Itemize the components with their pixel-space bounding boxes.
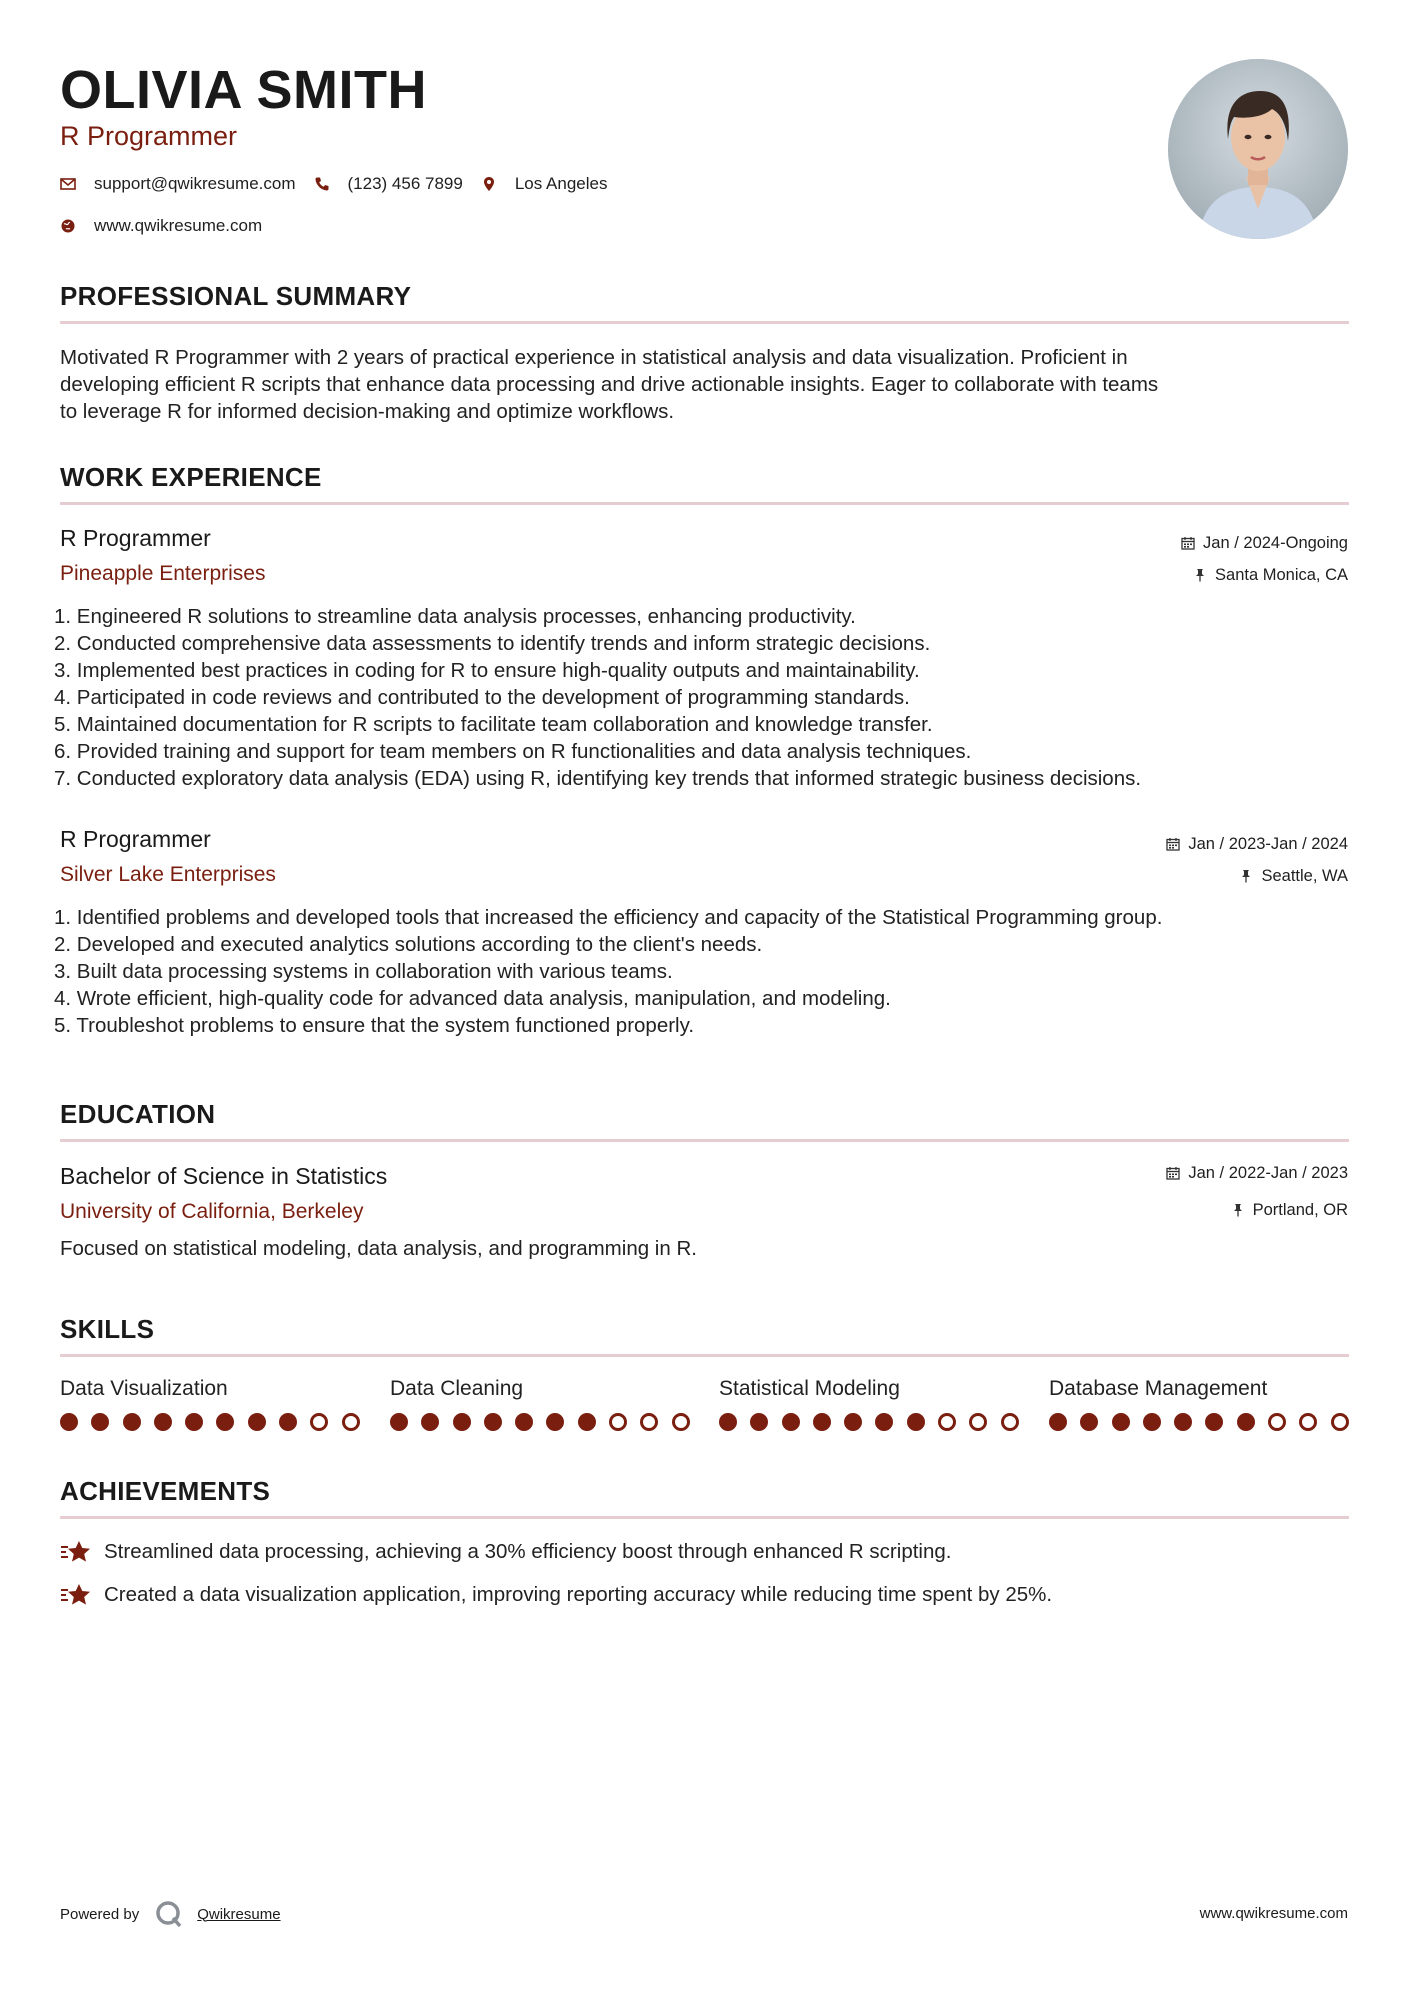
rating-dot-filled: [421, 1413, 439, 1431]
list-item: 2. Conducted comprehensive data assessments to identify trends and inform strategic decisions.: [54, 632, 931, 655]
company-name: Pineapple Enterprises: [60, 562, 266, 585]
pushpin-icon: [1193, 568, 1207, 582]
summary-line: Motivated R Programmer with 2 years of practical experience in statistical analysis and data visualization. Proficient in: [60, 346, 1128, 369]
rating-dot-empty: [1001, 1413, 1019, 1431]
footer-branding: [60, 1900, 281, 1928]
job-bullets: [54, 904, 1364, 1039]
skill-name: Database Management: [1049, 1377, 1268, 1400]
rating-dot-filled: [1049, 1413, 1067, 1431]
rating-dot-empty: [969, 1413, 987, 1431]
education-location: [1231, 1200, 1348, 1220]
summary-line: developing efficient R scripts that enhance data processing and drive actionable insights. Eager to collaborate with teams: [60, 373, 1159, 396]
rating-dot-filled: [1112, 1413, 1130, 1431]
rating-dot-empty: [310, 1413, 328, 1431]
email-icon: [60, 176, 76, 192]
rating-dot-empty: [640, 1413, 658, 1431]
skills-heading: SKILLS: [60, 1314, 155, 1344]
rating-dot-filled: [1205, 1413, 1223, 1431]
summary-divider: [60, 321, 1349, 324]
achievement-item: [60, 1581, 1052, 1609]
rating-dot-empty: [342, 1413, 360, 1431]
rating-dot-empty: [1299, 1413, 1317, 1431]
pushpin-icon: [1231, 1203, 1245, 1217]
location-pin-icon: [481, 176, 497, 192]
calendar-icon: [1181, 536, 1195, 550]
contact-row: [60, 174, 607, 194]
rating-dot-filled: [123, 1413, 141, 1431]
job-location-text: Seattle, WA: [1261, 867, 1348, 885]
qwikresume-link[interactable]: Qwikresume: [197, 1905, 281, 1923]
profile-photo: [1168, 59, 1348, 239]
candidate-name: OLIVIA SMITH: [60, 60, 427, 120]
degree-title: Bachelor of Science in Statistics: [60, 1163, 388, 1189]
rating-dot-empty: [938, 1413, 956, 1431]
achievement-text: Created a data visualization application, improving reporting accuracy while reducing time spent by 25%.: [104, 1583, 1053, 1606]
phone-icon: [314, 176, 330, 192]
skill-rating: [1049, 1413, 1362, 1431]
star-badge-icon: [60, 1538, 92, 1566]
skill-rating: [60, 1413, 373, 1431]
achievement-text: Streamlined data processing, achieving a 30% efficiency boost through enhanced R scripting.: [104, 1540, 952, 1563]
rating-dot-filled: [813, 1413, 831, 1431]
rating-dot-filled: [390, 1413, 408, 1431]
qwikresume-logo-icon: [155, 1900, 183, 1928]
rating-dot-filled: [91, 1413, 109, 1431]
email-text[interactable]: support@qwikresume.com: [94, 174, 296, 193]
skill-name: Statistical Modeling: [719, 1377, 900, 1400]
job-location: [1239, 866, 1348, 886]
education-dates-text: Jan / 2022-Jan / 2023: [1188, 1164, 1348, 1182]
education-description: Focused on statistical modeling, data analysis, and programming in R.: [60, 1237, 697, 1260]
list-item: 4. Participated in code reviews and contributed to the development of programming standards.: [54, 686, 910, 709]
website-row: [60, 216, 262, 236]
globe-icon: [60, 218, 76, 234]
website-text[interactable]: www.qwikresume.com: [94, 216, 263, 235]
skill-name: Data Visualization: [60, 1377, 228, 1400]
rating-dot-filled: [154, 1413, 172, 1431]
education-divider: [60, 1139, 1349, 1142]
school-name: University of California, Berkeley: [60, 1200, 364, 1223]
footer-website[interactable]: www.qwikresume.com: [1199, 1905, 1348, 1922]
list-item: 3. Implemented best practices in coding for R to ensure high-quality outputs and maintainability.: [54, 659, 920, 682]
rating-dot-filled: [750, 1413, 768, 1431]
list-item: 1. Engineered R solutions to streamline data analysis processes, enhancing productivity.: [54, 605, 856, 628]
list-item: 6. Provided training and support for team members on R functionalities and data analysis techniques.: [54, 740, 972, 763]
rating-dot-filled: [60, 1413, 78, 1431]
list-item: 3. Built data processing systems in collaboration with various teams.: [54, 960, 673, 983]
job-title: R Programmer: [60, 826, 211, 852]
rating-dot-filled: [484, 1413, 502, 1431]
candidate-role: R Programmer: [60, 121, 238, 151]
powered-by-text: Powered by: [60, 1905, 140, 1923]
rating-dot-filled: [782, 1413, 800, 1431]
rating-dot-filled: [1174, 1413, 1192, 1431]
rating-dot-filled: [185, 1413, 203, 1431]
education-heading: EDUCATION: [60, 1099, 216, 1129]
experience-divider: [60, 502, 1349, 505]
rating-dot-filled: [1143, 1413, 1161, 1431]
job-bullets: [54, 603, 1364, 792]
phone-text[interactable]: (123) 456 7899: [347, 174, 463, 193]
job-dates-text: Jan / 2024-Ongoing: [1203, 534, 1348, 552]
job-dates: [1166, 834, 1348, 854]
calendar-icon: [1166, 1166, 1180, 1180]
rating-dot-filled: [453, 1413, 471, 1431]
achievements-divider: [60, 1516, 1349, 1519]
rating-dot-filled: [216, 1413, 234, 1431]
rating-dot-empty: [1268, 1413, 1286, 1431]
pushpin-icon: [1239, 869, 1253, 883]
rating-dot-empty: [672, 1413, 690, 1431]
list-item: 4. Wrote efficient, high-quality code for advanced data analysis, manipulation, and modeling.: [54, 987, 891, 1010]
education-location-text: Portland, OR: [1252, 1201, 1348, 1219]
list-item: 5. Maintained documentation for R scripts to facilitate team collaboration and knowledge transfer.: [54, 713, 933, 736]
rating-dot-filled: [1080, 1413, 1098, 1431]
education-dates: [1166, 1163, 1348, 1183]
rating-dot-filled: [578, 1413, 596, 1431]
skill-name: Data Cleaning: [390, 1377, 524, 1400]
rating-dot-filled: [875, 1413, 893, 1431]
summary-line: to leverage R for informed decision-making and optimize workflows.: [60, 400, 675, 423]
skill-rating: [719, 1413, 1032, 1431]
rating-dot-filled: [719, 1413, 737, 1431]
skill-rating: [390, 1413, 703, 1431]
job-dates-text: Jan / 2023-Jan / 2024: [1188, 835, 1348, 853]
location-text: Los Angeles: [514, 174, 608, 193]
rating-dot-filled: [907, 1413, 925, 1431]
job-location: [1193, 565, 1348, 585]
job-location-text: Santa Monica, CA: [1215, 566, 1348, 584]
star-badge-icon: [60, 1581, 92, 1609]
rating-dot-filled: [546, 1413, 564, 1431]
achievements-heading: ACHIEVEMENTS: [60, 1476, 271, 1506]
experience-heading: WORK EXPERIENCE: [60, 462, 322, 492]
list-item: 5. Troubleshot problems to ensure that the system functioned properly.: [54, 1014, 695, 1037]
rating-dot-empty: [1331, 1413, 1349, 1431]
skills-divider: [60, 1354, 1349, 1357]
company-name: Silver Lake Enterprises: [60, 863, 276, 886]
list-item: 1. Identified problems and developed tools that increased the efficiency and capacity of the Statistical Programming group.: [54, 906, 1163, 929]
rating-dot-filled: [515, 1413, 533, 1431]
rating-dot-filled: [248, 1413, 266, 1431]
achievement-item: [60, 1538, 951, 1566]
summary-heading: PROFESSIONAL SUMMARY: [60, 281, 412, 311]
job-dates: [1181, 533, 1348, 553]
rating-dot-empty: [609, 1413, 627, 1431]
rating-dot-filled: [844, 1413, 862, 1431]
rating-dot-filled: [279, 1413, 297, 1431]
rating-dot-filled: [1237, 1413, 1255, 1431]
summary-text: [60, 344, 1350, 425]
calendar-icon: [1166, 837, 1180, 851]
list-item: 7. Conducted exploratory data analysis (EDA) using R, identifying key trends that informed strategic business decisions.: [54, 767, 1142, 790]
list-item: 2. Developed and executed analytics solutions according to the client's needs.: [54, 933, 763, 956]
job-title: R Programmer: [60, 525, 211, 551]
